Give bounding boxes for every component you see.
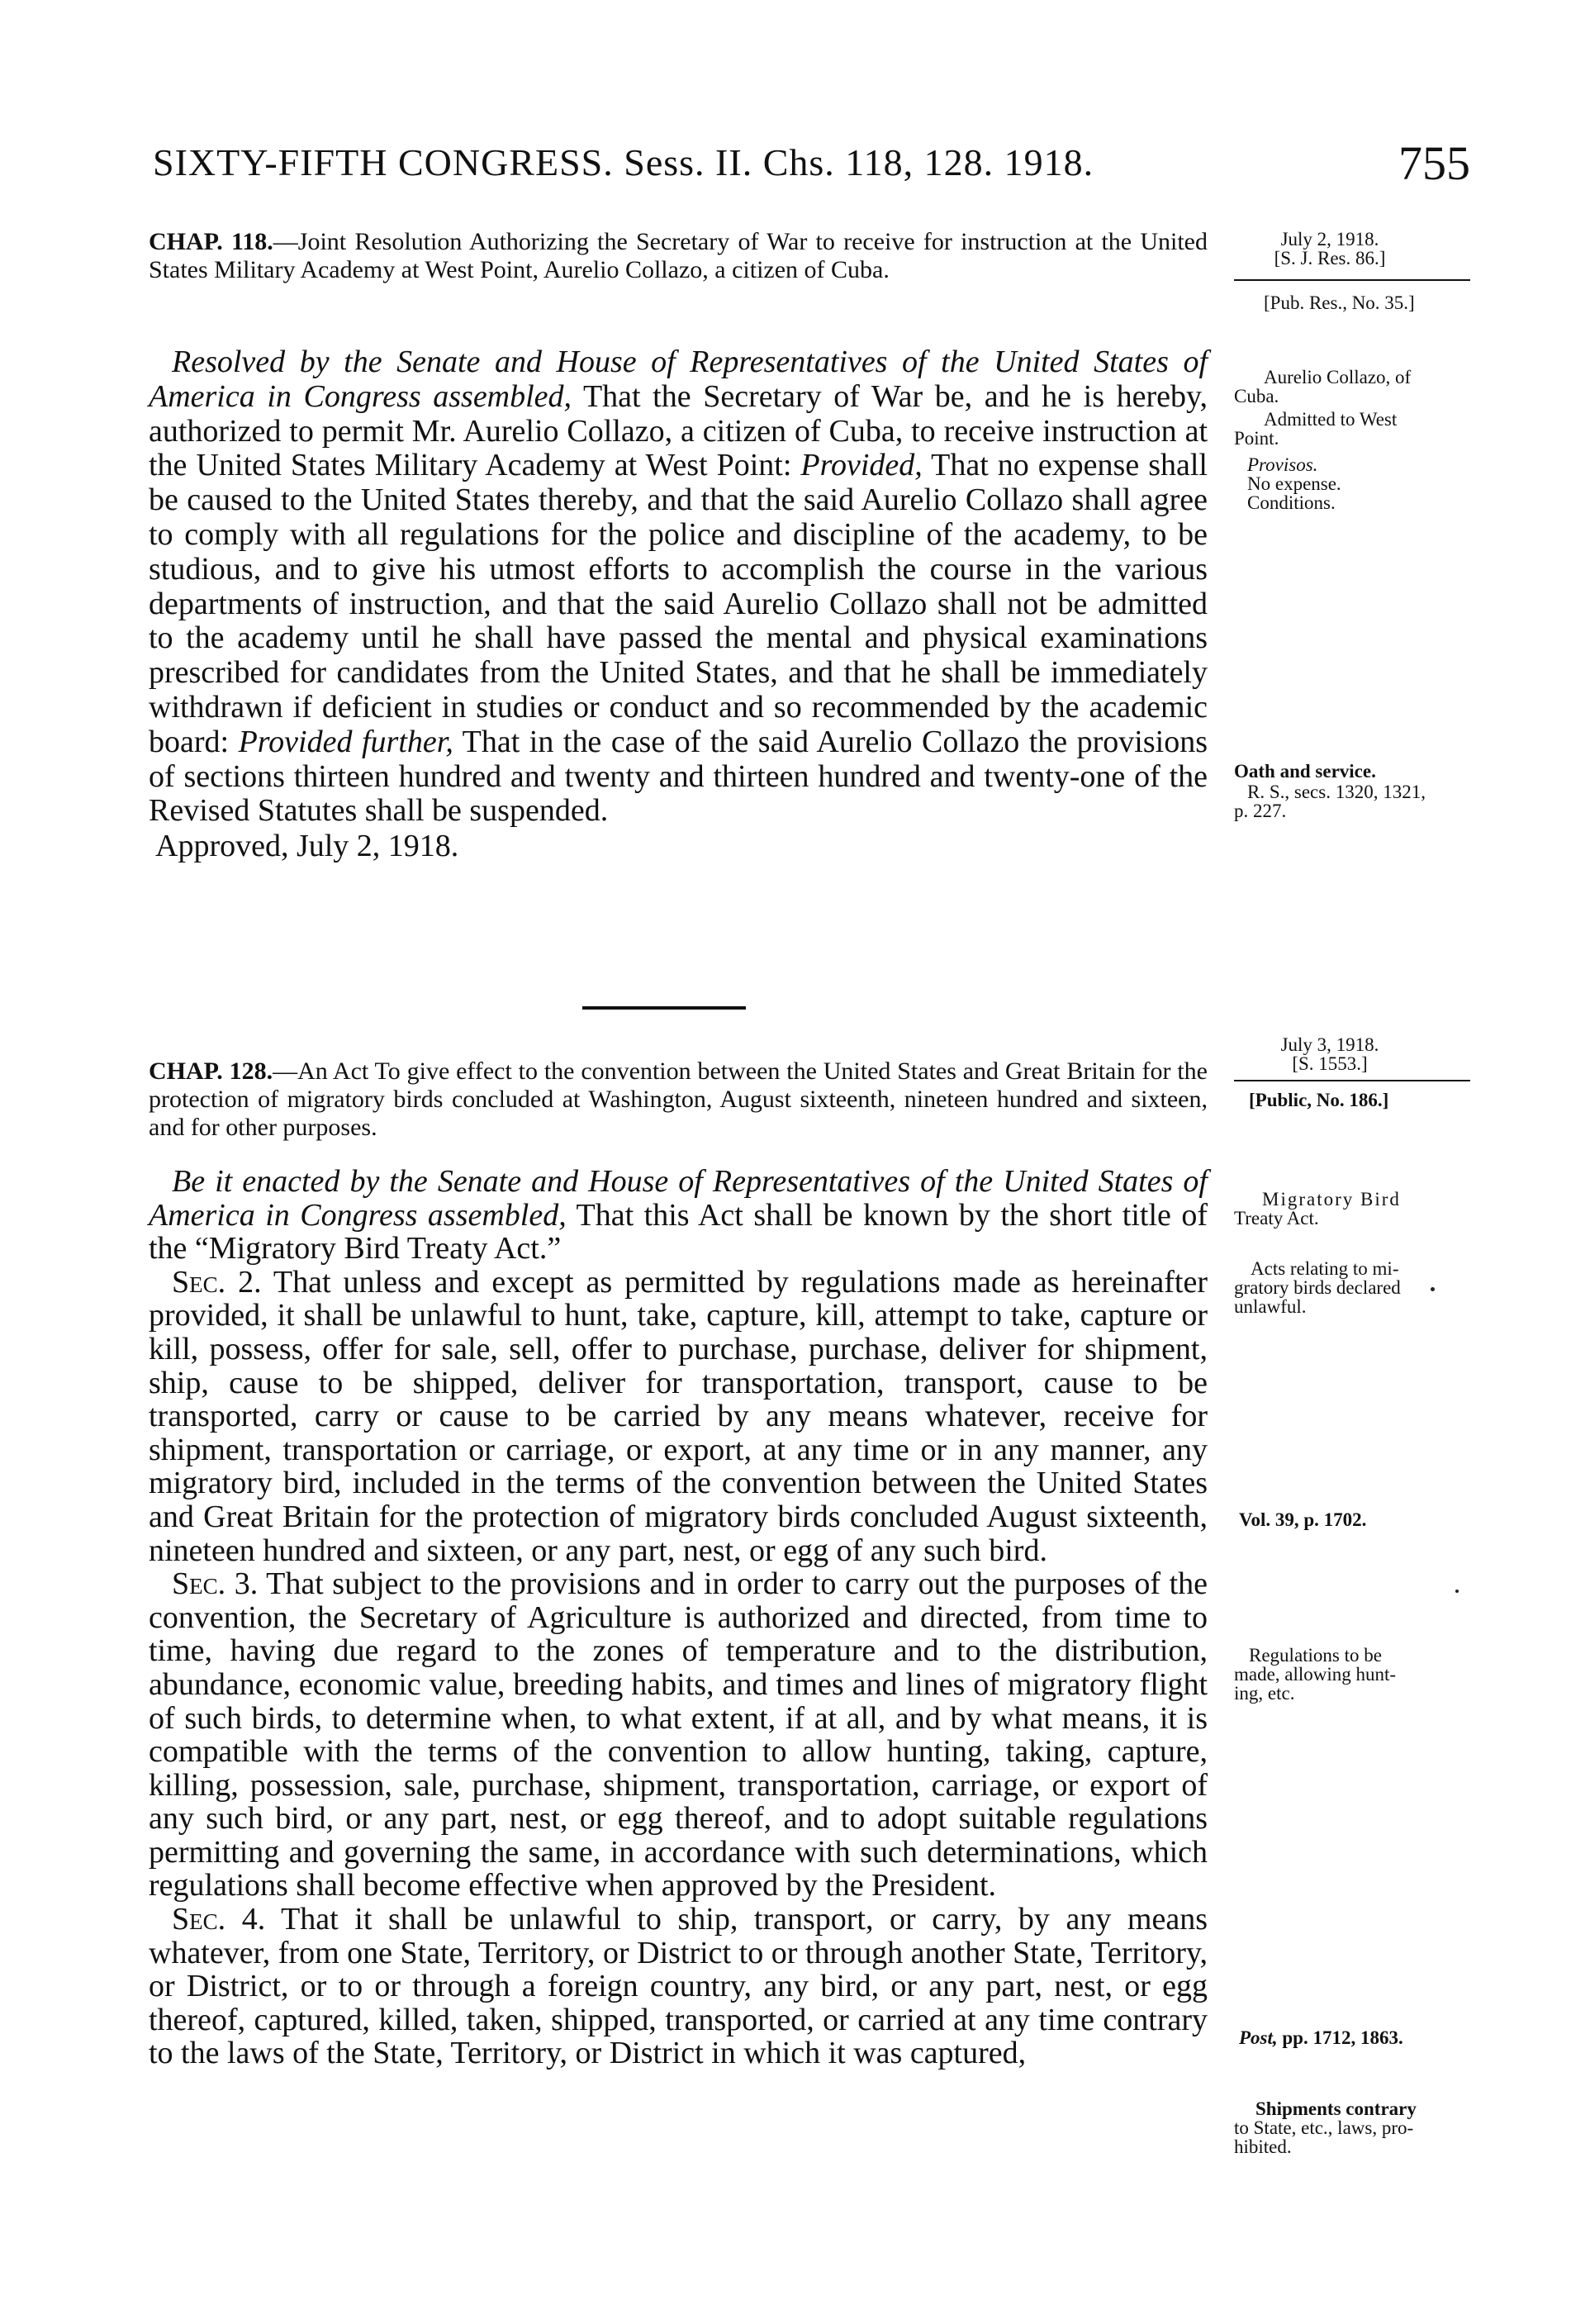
chap118-approved: Approved, July 2, 1918. xyxy=(155,829,459,864)
margin-vol39: Vol. 39, p. 1702. xyxy=(1239,1509,1367,1530)
chap128-section-2 xyxy=(149,1266,1208,1567)
margin-rule xyxy=(1234,279,1470,281)
chap128-short-title-text: That this Act shall be known by the short title of the “Migratory Bird Treaty Act.” xyxy=(149,1197,1208,1267)
chap118-heading xyxy=(149,228,1208,284)
margin-admitted-cont: Point. xyxy=(1234,428,1279,449)
running-head-title: SIXTY-FIFTH CONGRESS. Sess. II. Chs. 118, 128. 1918. xyxy=(153,141,1094,183)
margin-post-label: Post, xyxy=(1239,2027,1278,2048)
chapter-divider xyxy=(582,1006,746,1010)
margin-c118-date: July 2, 1918. xyxy=(1280,229,1379,250)
sec2-label: Sec. 2. xyxy=(172,1264,262,1300)
chap128-section-1 xyxy=(149,1165,1208,1266)
margin-regs: Regulations to be xyxy=(1249,1645,1382,1666)
margin-c128-pub: [Public, No. 186.] xyxy=(1249,1090,1389,1110)
chap118-title: —Joint Resolution Authorizing the Secretary of War to receive for instruction at the United States Military Academy at West Point, Aurelio Collazo, a citizen of Cuba. xyxy=(149,228,1208,283)
margin-acts-cont: gratory birds declared xyxy=(1234,1277,1401,1298)
chap128-title: —An Act To give effect to the convention between the United States and Great Britain for the protection of migratory birds concluded at Washington, August sixteenth, nineteen hundred and sixteen, and for other purposes. xyxy=(149,1057,1208,1141)
chap118-proviso-further: Provided further, xyxy=(238,724,453,759)
margin-c128-bill: [S. 1553.] xyxy=(1292,1053,1368,1074)
running-head xyxy=(153,136,1470,198)
margin-oath: Oath and service. xyxy=(1234,761,1376,782)
margin-shipments: Shipments contrary xyxy=(1255,2098,1417,2119)
chap118-text-1: That the Secretary of War be, and he is hereby, authorized to permit Mr. Aurelio Collazo, a citizen of Cuba, to receive instruction at the United States Military Academy at West Point: xyxy=(149,378,1208,483)
chap118-proviso: Provided, xyxy=(800,448,923,483)
margin-aurelio: Aurelio Collazo, of xyxy=(1264,367,1412,387)
margin-shipments-cont: to State, etc., laws, pro- xyxy=(1234,2117,1414,2138)
margin-post-pages: pp. 1712, 1863. xyxy=(1277,2027,1403,2048)
sec2-text: That unless and except as permitted by regulations made as hereinafter provided, it shall be unlawful to hunt, take, capture, kill, attempt to take, capture or kill, possess, offer for sale, sell, offer to purchase, purchase, deliver for shipment, ship, cause to be shipped, deliver for transportation, transport, cause to be transported, carry or cause to be carried by any means whatever, receive for shipment, transportation or carriage, or export, at any time or in any manner, any migratory bird, included in the terms of the convention between the United States and Great Britain for the protection of migratory birds concluded August sixteenth, nineteen hundred and sixteen, or any part, nest, or egg of any such bird. xyxy=(149,1264,1208,1568)
margin-mbta: Migratory Bird xyxy=(1262,1189,1401,1210)
margin-rule xyxy=(1234,1080,1470,1081)
margin-acts: Acts relating to mi- xyxy=(1251,1258,1399,1279)
margin-c128-date: July 3, 1918. xyxy=(1280,1034,1379,1055)
margin-rs-cont: p. 227. xyxy=(1234,801,1287,821)
margin-rs: R. S., secs. 1320, 1321, xyxy=(1247,782,1426,802)
chap118-text-3: That in the case of the said Aurelio Collazo the provisions of sections thirteen hundred and twenty and thirteen hundred and twenty-one of the Revised Statutes shall be suspended. xyxy=(149,724,1208,829)
sec4-label: Sec. 4. xyxy=(172,1902,266,1937)
chap118-body xyxy=(149,345,1208,863)
chap118-paragraph xyxy=(149,345,1208,829)
sec4-text: That it shall be unlawful to ship, transport, or carry, by any means whatever, from one State, Territory, or District to or through another State, Territory, or District, or to or through a foreign country, any bird, or any part, nest, or egg thereof, captured, killed, taken, shipped, transported, or carried at any time contrary to the laws of the State, Territory, or District in which it was captured, xyxy=(149,1902,1208,2071)
chap128-enacting-clause: Be it enacted by the Senate and House of Representatives of the United States of America in Congress assembled, xyxy=(149,1164,1208,1233)
chap118-text-2: That no expense shall be caused to the United States thereby, and that the said Aurelio Collazo shall agree to comply with all regulations for the police and discipline of the academy, to be studious, and to give his utmost efforts to accomplish the course in the various departments of instruction, and that the said Aurelio Collazo shall not be admitted to the academy until he shall have passed the mental and physical examinations prescribed for candidates from the United States, and that he shall be immediately withdrawn if deficient in studies or conduct and so recommended by the academic board: xyxy=(149,448,1208,759)
chap118-label: CHAP. 118. xyxy=(149,228,273,255)
margin-provisos: Provisos. xyxy=(1247,454,1318,475)
chap128-section-3 xyxy=(149,1567,1208,1903)
page-number: 755 xyxy=(1398,136,1470,190)
margin-regs-end: ing, etc. xyxy=(1234,1683,1295,1704)
margin-c118-pub: [Pub. Res., No. 35.] xyxy=(1264,292,1415,313)
chap128-label: CHAP. 128. xyxy=(149,1057,273,1085)
margin-post xyxy=(1239,2028,1403,2047)
margin-conditions: Conditions. xyxy=(1247,492,1336,513)
margin-aurelio-cont: Cuba. xyxy=(1234,386,1279,406)
chap128-section-4 xyxy=(149,1903,1208,2070)
sec3-label: Sec. 3. xyxy=(172,1566,259,1602)
margin-no-expense: No expense. xyxy=(1247,473,1341,494)
sec3-text: That subject to the provisions and in order to carry out the purposes of the convention, the Secretary of Agriculture is authorized and directed, from time to time, having due regard to the zones of temperature and to the distribution, abundance, economic value, breeding habits, and times and lines of migratory flight of such birds, to determine when, to what extent, if at all, and by what means, it is compatible with the terms of the convention to allow hunting, taking, capture, killing, possession, sale, purchase, shipment, transportation, carriage, or export of any such bird, or any part, nest, or egg thereof, and to adopt suitable regulations permitting and governing the same, in accordance with such determinations, which regulations shall become effective when approved by the President. xyxy=(149,1566,1208,1903)
margin-admitted: Admitted to West xyxy=(1264,409,1398,430)
margin-c118-bill: [S. J. Res. 86.] xyxy=(1274,248,1386,269)
margin-acts-end: unlawful. xyxy=(1234,1296,1307,1317)
chap118-resolving-clause: Resolved by the Senate and House of Representatives of the United States of America in Congress assembled, xyxy=(149,345,1208,414)
page-speck xyxy=(1455,1590,1459,1593)
chap128-body xyxy=(149,1165,1208,2070)
margin-mbta-cont: Treaty Act. xyxy=(1234,1208,1319,1229)
chap128-heading xyxy=(149,1057,1208,1142)
margin-regs-cont: made, allowing hunt- xyxy=(1234,1664,1397,1685)
margin-shipments-end: hibited. xyxy=(1234,2136,1292,2157)
